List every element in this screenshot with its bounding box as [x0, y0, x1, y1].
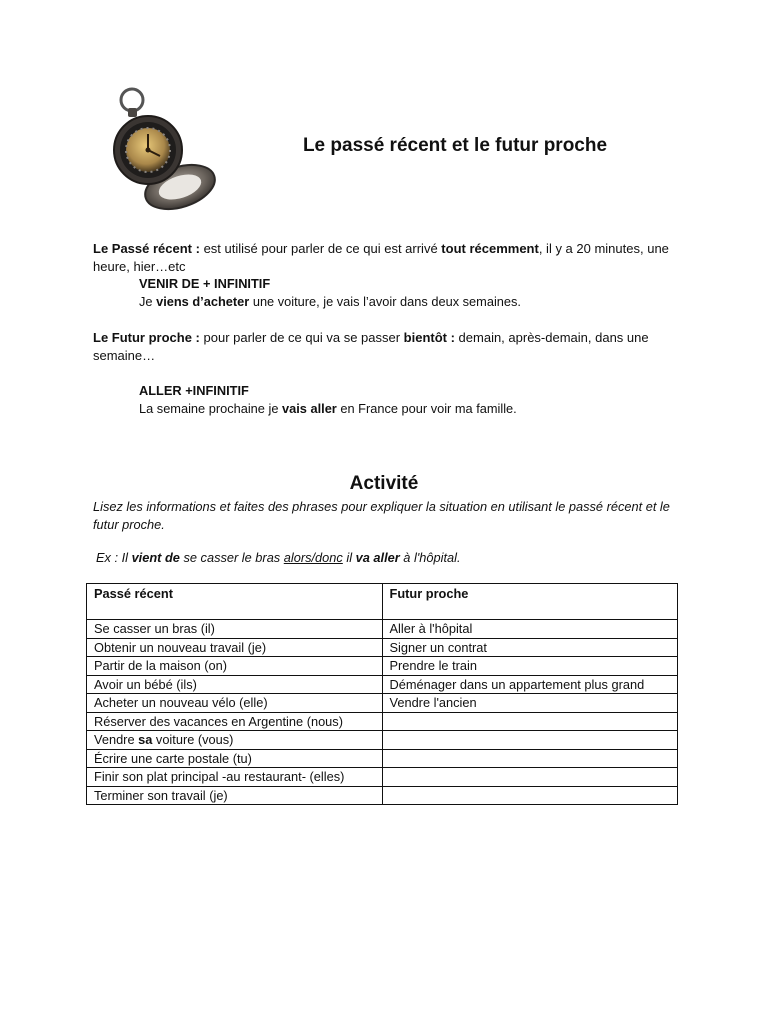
cell-futur: Aller à l'hôpital — [382, 620, 678, 639]
table-row — [87, 786, 678, 805]
table-header-row — [87, 584, 678, 620]
activite-heading: Activité — [349, 473, 419, 494]
passe-recent-example: Je viens d’acheter une voiture, je vais l’avoir dans deux semaines. — [139, 294, 521, 309]
exercise-table — [86, 583, 678, 805]
cell-futur — [382, 749, 678, 768]
header-passe-recent: Passé récent — [87, 584, 383, 620]
futur-proche-example: La semaine prochaine je vais aller en France pour voir ma famille. — [139, 401, 517, 416]
futur-proche-definition: Le Futur proche : pour parler de ce qui va se passer bientôt : demain, après-demain, dans une semaine… — [93, 330, 649, 363]
table-row — [87, 768, 678, 787]
table-row — [87, 712, 678, 731]
cell-passe: Terminer son travail (je) — [87, 786, 383, 805]
table-row — [87, 749, 678, 768]
futur-proche-term: Le Futur proche : — [93, 330, 200, 345]
table-row — [87, 731, 678, 750]
cell-futur — [382, 731, 678, 750]
cell-passe: Obtenir un nouveau travail (je) — [87, 638, 383, 657]
activite-example: Ex : Il vient de se casser le bras alors/donc il va aller à l'hôpital. — [96, 550, 461, 565]
table-row — [87, 675, 678, 694]
cell-futur: Signer un contrat — [382, 638, 678, 657]
cell-futur: Prendre le train — [382, 657, 678, 676]
cell-passe: Se casser un bras (il) — [87, 620, 383, 639]
cell-passe: Réserver des vacances en Argentine (nous) — [87, 712, 383, 731]
table-row — [87, 620, 678, 639]
cell-futur — [382, 712, 678, 731]
table-row — [87, 638, 678, 657]
passe-recent-definition: Le Passé récent : est utilisé pour parler de ce qui est arrivé tout récemment, il y a 20 minutes, une heure, hier…etc — [93, 241, 669, 274]
cell-futur: Déménager dans un appartement plus grand — [382, 675, 678, 694]
table-row — [87, 694, 678, 713]
cell-passe: Écrire une carte postale (tu) — [87, 749, 383, 768]
table-row — [87, 657, 678, 676]
activite-instructions: Lisez les informations et faites des phrases pour expliquer la situation en utilisant le passé récent et le futur proche. — [93, 499, 670, 532]
cell-passe: Acheter un nouveau vélo (elle) — [87, 694, 383, 713]
cell-futur: Vendre l'ancien — [382, 694, 678, 713]
passe-recent-formula: VENIR DE + INFINITIF — [139, 276, 271, 291]
page-title: Le passé récent et le futur proche — [302, 135, 608, 156]
cell-futur — [382, 786, 678, 805]
cell-passe: Finir son plat principal -au restaurant- (elles) — [87, 768, 383, 787]
passe-recent-term: Le Passé récent : — [93, 241, 200, 256]
cell-passe: Vendre sa voiture (vous) — [87, 731, 383, 750]
cell-futur — [382, 768, 678, 787]
header-futur-proche: Futur proche — [382, 584, 678, 620]
futur-proche-formula: ALLER +INFINITIF — [139, 383, 249, 398]
pocket-watch-illustration — [104, 84, 222, 212]
cell-passe: Partir de la maison (on) — [87, 657, 383, 676]
cell-passe: Avoir un bébé (ils) — [87, 675, 383, 694]
